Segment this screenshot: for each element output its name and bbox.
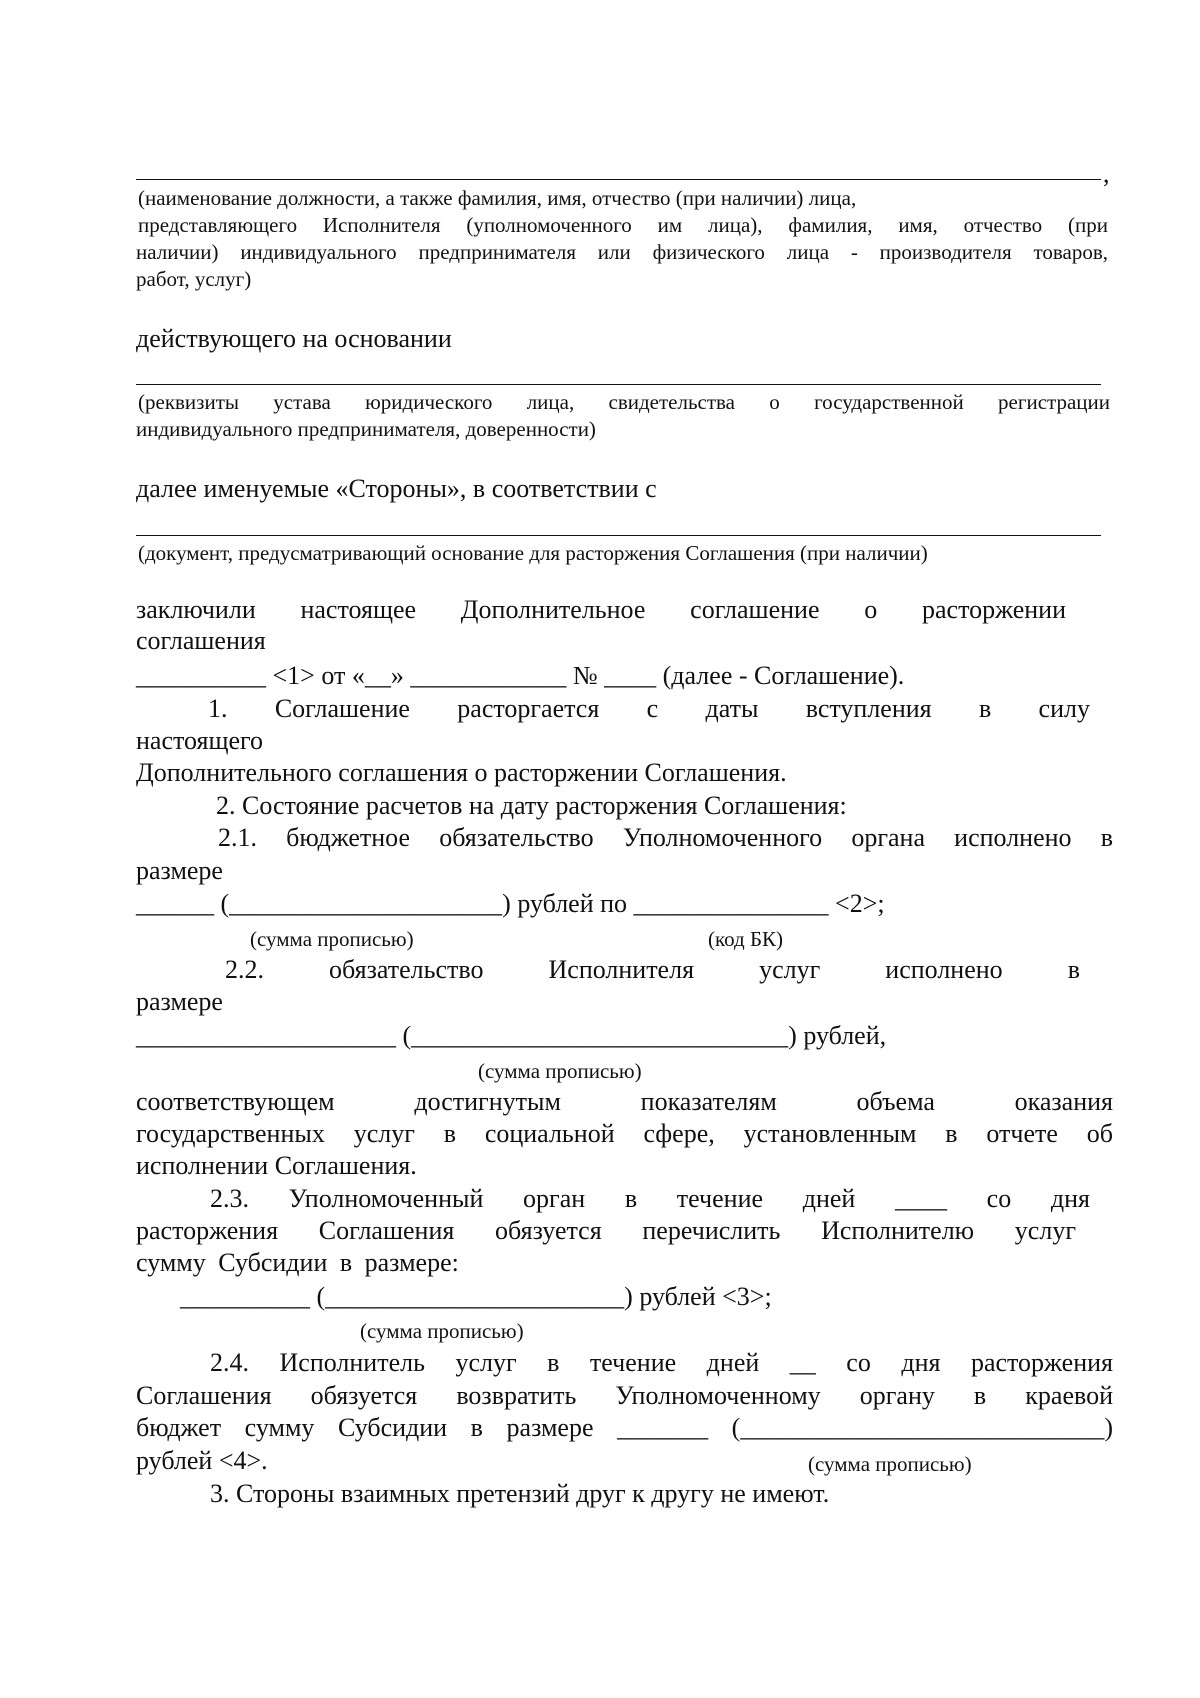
clause22-line2: размере — [136, 987, 223, 1016]
clause24-line3: бюджет сумму Субсидии в размере _______ (____________________________) — [136, 1413, 1113, 1442]
agreement-reference: __________ <1> от «__» ____________ № ____ (далее - Соглашение). — [136, 661, 905, 690]
clause21-caption-code: (код БК) — [708, 927, 784, 951]
acting-basis-text: действующего на основании — [136, 324, 452, 353]
concluded-line2: соглашения — [136, 626, 266, 655]
clause23-caption-sum: (сумма прописью) — [360, 1319, 524, 1343]
clause23-line3: сумму Субсидии в размере: — [136, 1248, 459, 1277]
line-comma: , — [1103, 159, 1110, 188]
basis-line — [136, 384, 1101, 385]
clause22-line1: 2.2. обязательство Исполнителя услуг исполнено в — [225, 955, 1080, 984]
caption-position-line2: представляющего Исполнителя (уполномоченного им лица), фамилия, имя, отчество (при — [138, 213, 1108, 237]
hereinafter-text: далее именуемые «Стороны», в соответствии с — [136, 474, 657, 503]
clause24-line2: Соглашения обязуется возвратить Уполномоченному органу в краевой — [136, 1381, 1113, 1410]
clause23-amount-line: __________ (_______________________) рублей <3>; — [180, 1282, 772, 1311]
clause22-text1: соответствующем достигнутым показателям объема оказания — [136, 1087, 1113, 1116]
clause22-amount-line: ____________________ (_____________________________) рублей, — [136, 1021, 887, 1050]
caption-position-line1: (наименование должности, а также фамилия, имя, отчество (при наличии) лица, — [138, 186, 857, 210]
clause3-text: 3. Стороны взаимных претензий друг к другу не имеют. — [210, 1479, 830, 1508]
clause22-text2: государственных услуг в социальной сфере, установленным в отчете об — [136, 1119, 1113, 1148]
clause24-caption-sum: (сумма прописью) — [808, 1452, 972, 1476]
clause24-line1: 2.4. Исполнитель услуг в течение дней __ со дня расторжения — [210, 1348, 1113, 1377]
clause24-line4: рублей <4>. — [136, 1446, 268, 1475]
caption-requisites-line1: (реквизиты устава юридического лица, свидетельства о государственной регистрации — [138, 390, 1110, 414]
document-line — [136, 535, 1101, 536]
clause21-caption-sum: (сумма прописью) — [250, 927, 414, 951]
clause1-line1: 1. Соглашение расторгается с даты вступления в силу — [208, 694, 1090, 723]
caption-requisites-line2: индивидуального предпринимателя, доверенности) — [136, 417, 596, 441]
caption-document: (документ, предусматривающий основание для расторжения Соглашения (при наличии) — [138, 541, 928, 565]
clause21-amount-line: ______ (_____________________) рублей по _______________ <2>; — [136, 889, 885, 918]
clause1-line2: настоящего — [136, 726, 264, 755]
concluded-line1: заключили настоящее Дополнительное соглашение о расторжении — [136, 595, 1066, 624]
clause23-line1: 2.3. Уполномоченный орган в течение дней ____ со дня — [210, 1184, 1090, 1213]
clause21-line2: размере — [136, 856, 223, 885]
clause1-line3: Дополнительного соглашения о расторжении Соглашения. — [136, 758, 787, 787]
clause2-heading: 2. Состояние расчетов на дату расторжения Соглашения: — [216, 791, 847, 820]
clause22-text3: исполнении Соглашения. — [136, 1151, 417, 1180]
caption-position-line4: работ, услуг) — [136, 267, 252, 291]
clause21-line1: 2.1. бюджетное обязательство Уполномоченного органа исполнено в — [218, 823, 1113, 852]
caption-position-line3: наличии) индивидуального предпринимателя или физического лица - производителя товаров, — [136, 240, 1108, 264]
clause22-caption-sum: (сумма прописью) — [478, 1059, 642, 1083]
clause23-line2: расторжения Соглашения обязуется перечислить Исполнителю услуг — [136, 1216, 1076, 1245]
position-name-line — [136, 179, 1101, 180]
